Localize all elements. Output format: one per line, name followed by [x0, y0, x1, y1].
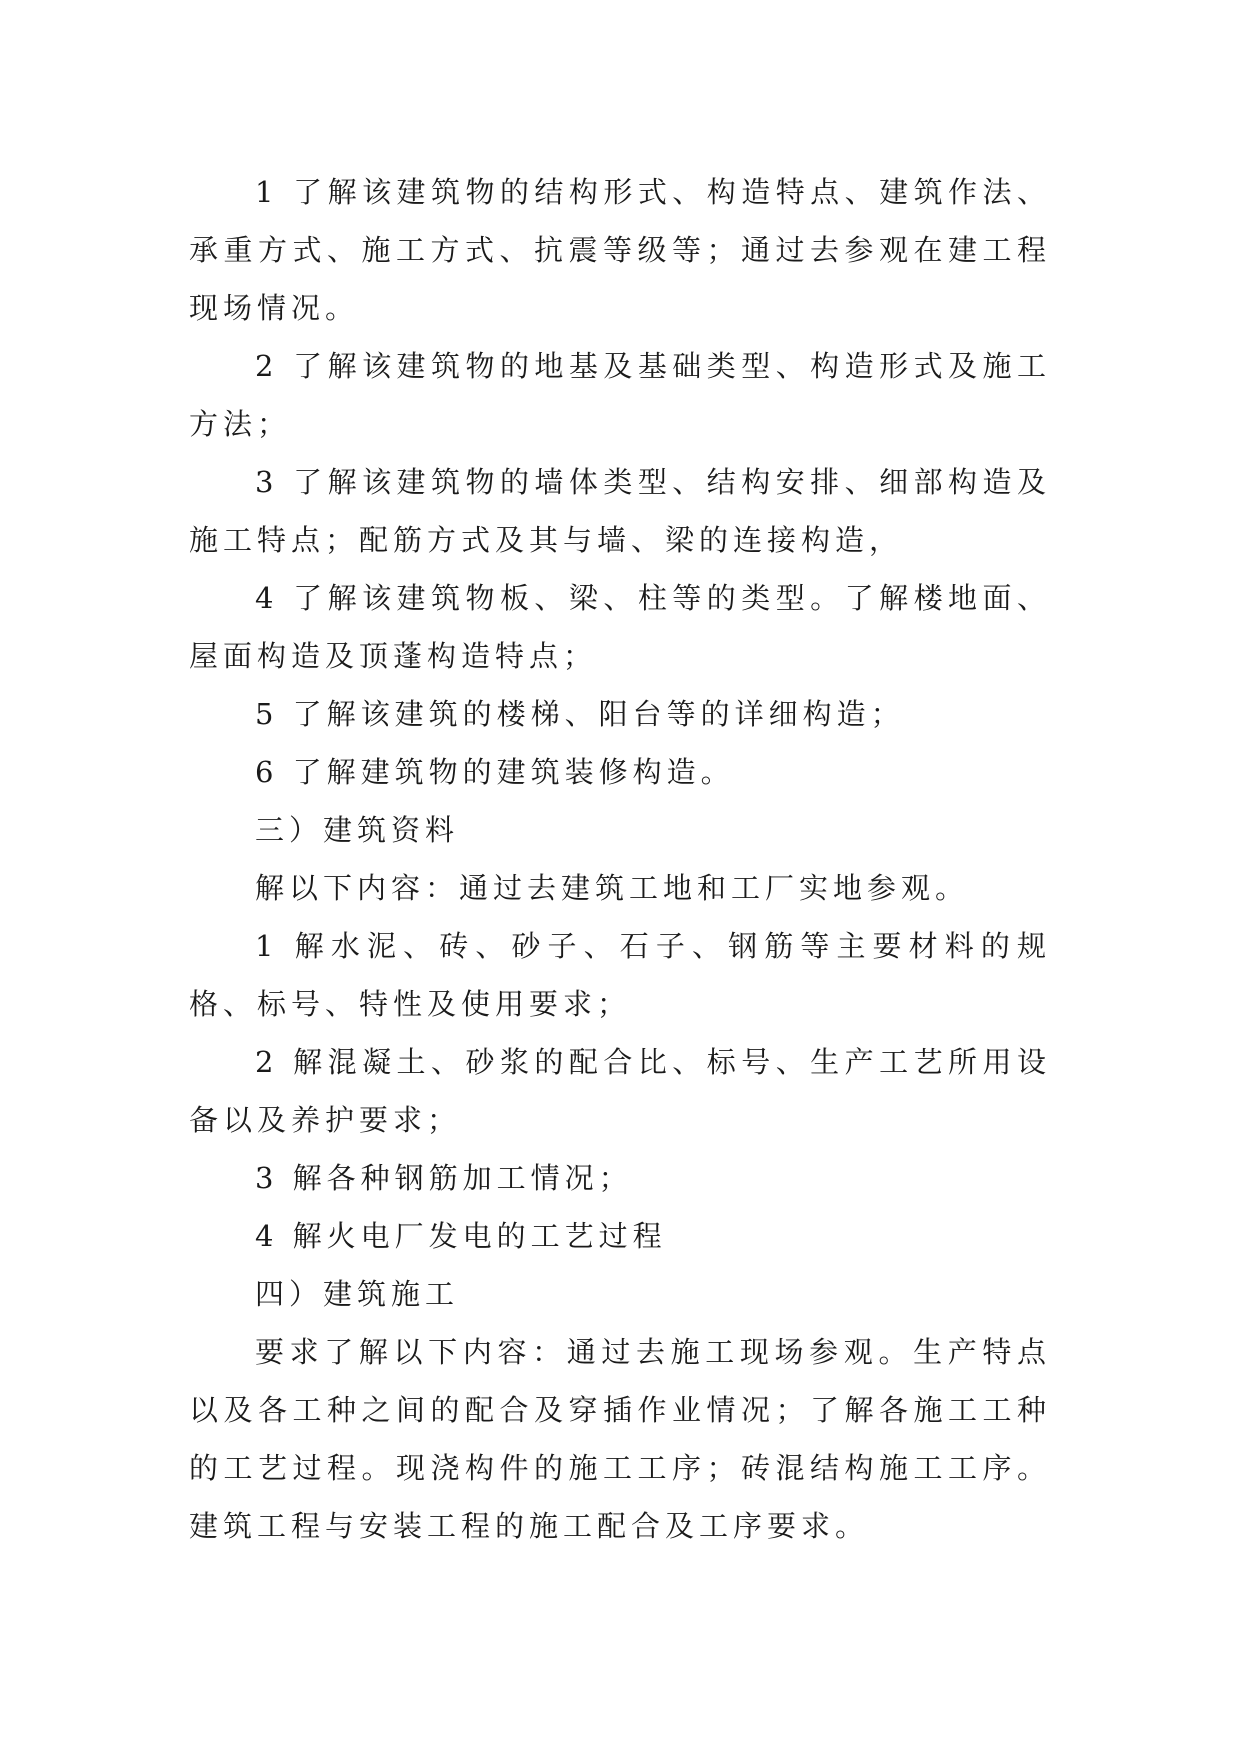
paragraph-item-2: 2 了解该建筑物的地基及基础类型、构造形式及施工方法；: [189, 349, 1051, 441]
document-body: [189, 163, 1051, 1555]
paragraph-item-1: 1 了解该建筑物的结构形式、构造特点、建筑作法、承重方式、施工方式、抗震等级等；通过去参观在建工程现场情况。: [189, 175, 1051, 325]
section-heading-construction: 四）建筑施工: [255, 1277, 460, 1311]
paragraph-item-4: 4 了解该建筑物板、梁、柱等的类型。了解楼地面、屋面构造及顶蓬构造特点；: [189, 581, 1051, 673]
section-body-construction: 要求了解以下内容：通过去施工现场参观。生产特点以及各工种之间的配合及穿插作业情况；了解各施工工种的工艺过程。现浇构件的施工工序；砖混结构施工工序。建筑工程与安装工程的施工配合及工序要求。: [189, 1335, 1051, 1543]
materials-item-2: 2 解混凝土、砂浆的配合比、标号、生产工艺所用设备以及养护要求；: [189, 1045, 1051, 1137]
materials-item-1: 1 解水泥、砖、砂子、石子、钢筋等主要材料的规格、标号、特性及使用要求；: [189, 929, 1051, 1021]
materials-item-3: 3 解各种钢筋加工情况；: [255, 1161, 633, 1195]
paragraph-item-5: 5 了解该建筑的楼梯、阳台等的详细构造；: [255, 697, 905, 731]
section-intro-materials: 解以下内容：通过去建筑工地和工厂实地参观。: [255, 871, 970, 905]
paragraph-item-3: 3 了解该建筑物的墙体类型、结构安排、细部构造及施工特点；配筋方式及其与墙、梁的连接构造，: [189, 465, 1051, 557]
paragraph-item-6: 6 了解建筑物的建筑装修构造。: [255, 755, 735, 789]
section-heading-materials: 三）建筑资料: [255, 813, 460, 847]
materials-item-4: 4 解火电厂发电的工艺过程: [255, 1219, 667, 1253]
